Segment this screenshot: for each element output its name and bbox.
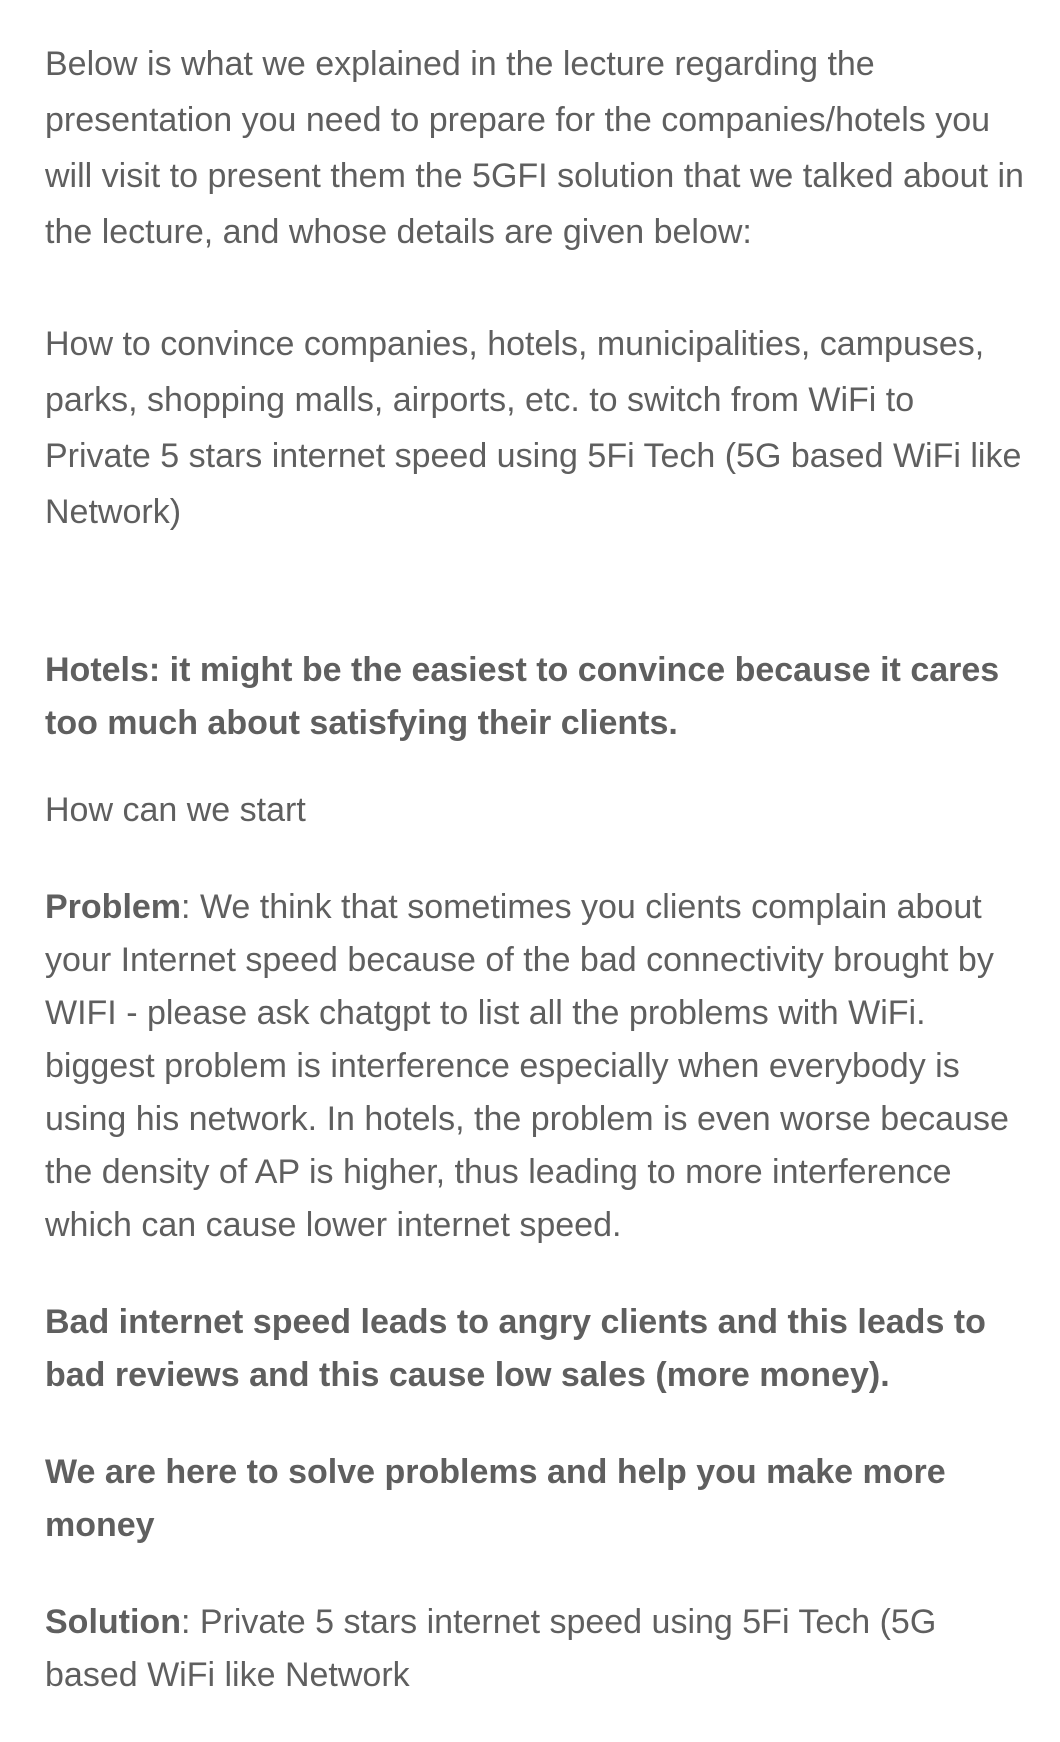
problem-paragraph bbox=[45, 881, 1024, 1252]
problem-label: Problem bbox=[45, 888, 182, 926]
consequence-paragraph: Bad internet speed leads to angry clients and this leads to bad reviews and this cause low sales (more money). bbox=[45, 1303, 986, 1394]
solution-label: Solution bbox=[45, 1603, 181, 1641]
problem-text: : We think that sometimes you clients complain about your Internet speed because of the bad connectivity brought by WIFI - please ask chatgpt to list all the problems with WiFi. biggest problem is interference especially when everybody is using his network. In hotels, the problem is even worse because the density of AP is higher, thus leading to more interference which can cause lower internet speed. bbox=[45, 888, 1009, 1244]
hotels-note: Hotels: it might be the easiest to convince because it cares too much about satisfying their clients. bbox=[45, 651, 1000, 742]
question-paragraph: How to convince companies, hotels, municipalities, campuses, parks, shopping malls, airports, etc. to switch from WiFi to Private 5 stars internet speed using 5Fi Tech (5G based WiFi like Network) bbox=[45, 325, 1022, 531]
intro-paragraph: Below is what we explained in the lecture regarding the presentation you need to prepare for the companies/hotels you will visit to present them the 5GFI solution that we talked about in the lecture, and whose details are given below: bbox=[45, 45, 1024, 251]
how-start-line: How can we start bbox=[45, 791, 306, 829]
solution-paragraph bbox=[45, 1596, 1024, 1702]
solution-text: : Private 5 stars internet speed using 5Fi Tech (5G based WiFi like Network bbox=[45, 1603, 937, 1694]
solve-statement: We are here to solve problems and help you make more money bbox=[45, 1453, 946, 1544]
